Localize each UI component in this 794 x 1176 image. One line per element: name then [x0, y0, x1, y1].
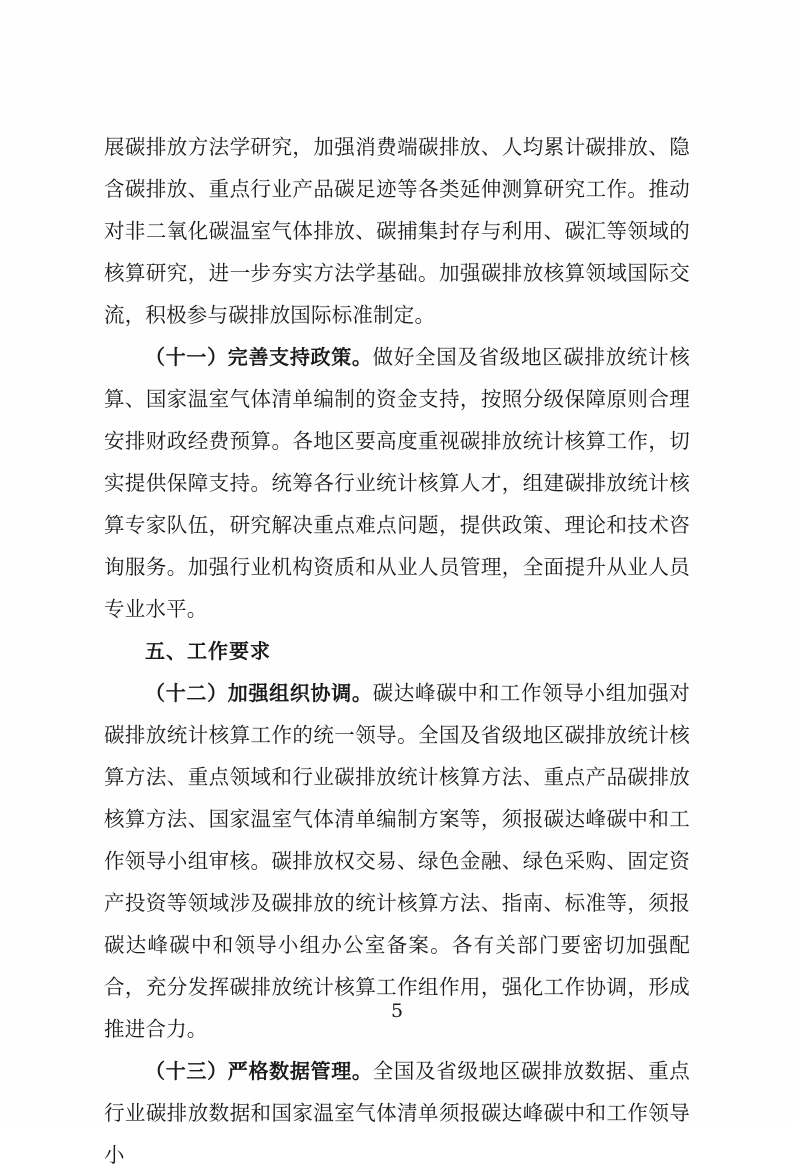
paragraph-item-thirteen — [104, 1050, 690, 1176]
paragraph-item-twelve-lead: （十二）加强组织协调。 — [145, 681, 373, 705]
paragraph-item-twelve-text: 碳达峰碳中和工作领导小组加强对碳排放统计核算工作的统一领导。全国及省级地区碳排放统计核算方法、重点领域和行业碳排放统计核算方法、重点产品碳排放核算方法、国家温室气体清单编制方案等，须报碳达峰碳中和工作领导小组审核。碳排放权交易、绿色金融、绿色采购、固定资产投资等领域涉及碳排放的统计核算方法、指南、标准等，须报碳达峰碳中和领导小组办公室备案。各有关部门要密切加强配合，充分发挥碳排放统计核算工作组作用，强化工作协调，形成推进合力。 — [104, 681, 691, 1041]
paragraph-item-eleven — [104, 336, 690, 630]
paragraph-item-twelve — [104, 672, 690, 1050]
paragraph-continuation: 展碳排放方法学研究，加强消费端碳排放、人均累计碳排放、隐含碳排放、重点行业产品碳足迹等各类延伸测算研究工作。推动对非二氧化碳温室气体排放、碳捕集封存与利用、碳汇等领域的核算研究，进一步夯实方法学基础。加强碳排放核算领域国际交流，积极参与碳排放国际标准制定。 — [104, 135, 690, 327]
paragraph-item-eleven-lead: （十一）完善支持政策。 — [145, 345, 373, 369]
section-heading-five: 五、工作要求 — [145, 639, 271, 663]
paragraph-item-thirteen-text: 全国及省级地区碳排放数据、重点行业碳排放数据和国家温室气体清单须报碳达峰碳中和工作领导小 — [104, 1059, 691, 1167]
paragraph-item-thirteen-lead: （十三）严格数据管理。 — [145, 1059, 373, 1083]
paragraph-item-eleven-text: 做好全国及省级地区碳排放统计核算、国家温室气体清单编制的资金支持，按照分级保障原则合理安排财政经费预算。各地区要高度重视碳排放统计核算工作，切实提供保障支持。统筹各行业统计核算人才，组建碳排放统计核算专家队伍，研究解决重点难点问题，提供政策、理论和技术咨询服务。加强行业机构资质和从业人员管理，全面提升从业人员专业水平。 — [104, 345, 691, 621]
page-number: 5 — [390, 1000, 404, 1022]
